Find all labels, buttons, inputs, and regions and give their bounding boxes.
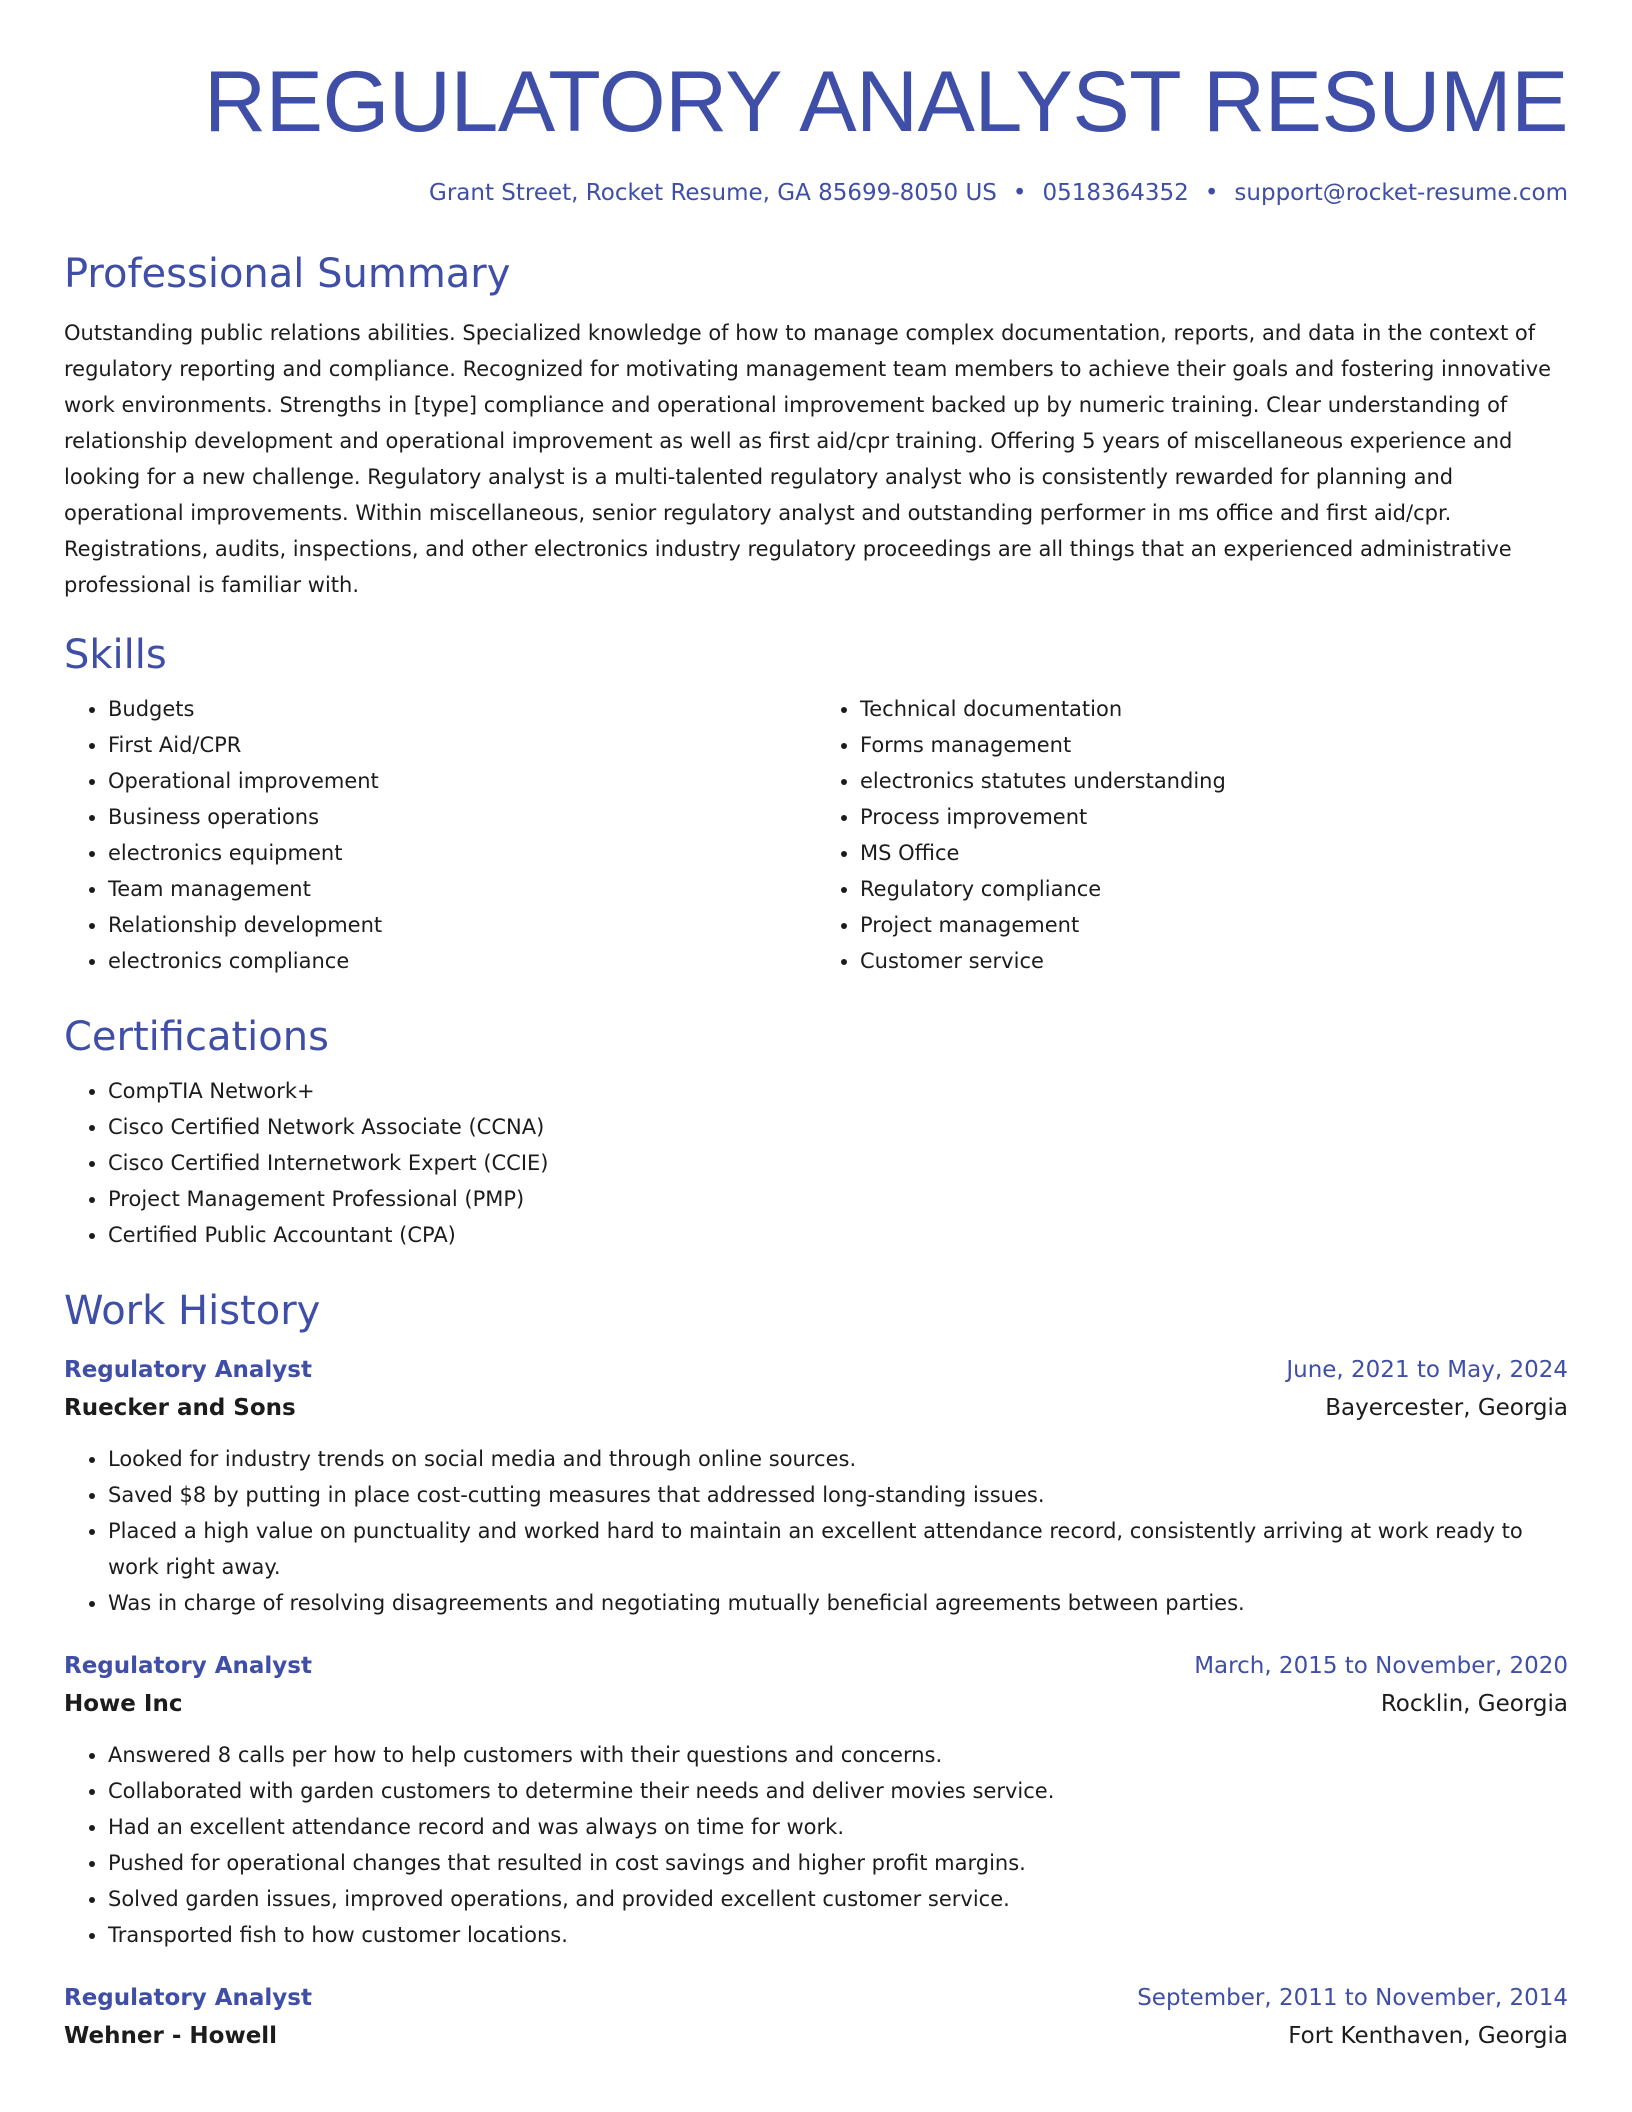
job-company-row [64,2017,1568,2055]
job-title-row [64,1647,1568,1685]
certification-item: • Cisco Certified Network Associate (CCNA) [108,1109,1568,1145]
skill-item: • Operational improvement [108,763,816,799]
phone-number[interactable]: 0518364352 [1042,180,1189,206]
job-bullet: • Was in charge of resolving disagreements and negotiating mutually beneficial agreements between parties. [108,1585,1568,1621]
skills-heading: Skills [64,632,167,678]
job-bullet: • Collaborated with garden customers to determine their needs and deliver movies service. [108,1773,1568,1809]
separator-dot: • [1204,180,1219,206]
job-entry [64,1979,1568,2055]
certification-item: • Project Management Professional (PMP) [108,1181,1568,1217]
job-company: Wehner - Howell [64,2023,278,2049]
summary-heading: Professional Summary [64,251,511,297]
job-title-row [64,1979,1568,2017]
job-bullet: • Solved garden issues, improved operations, and provided excellent customer service. [108,1881,1568,1917]
job-entry [64,1647,1568,1953]
job-bullet: • Saved $8 by putting in place cost-cutting measures that addressed long-standing issues. [108,1477,1568,1513]
skill-item: • electronics equipment [108,835,816,871]
certification-item: • CompTIA Network+ [108,1073,1568,1109]
job-location: Bayercester, Georgia [1325,1395,1568,1421]
certification-item: • Certified Public Accountant (CPA) [108,1217,1568,1253]
skill-item: • Customer service [860,943,1568,979]
job-title: Regulatory Analyst [64,1985,312,2011]
skill-item: • Project management [860,907,1568,943]
job-dates: June, 2021 to May, 2024 [1286,1357,1568,1383]
job-company-row [64,1389,1568,1427]
certifications-list [64,1073,1568,1253]
job-bullets [64,1441,1568,1621]
skill-item: • Business operations [108,799,816,835]
certifications-heading: Certifications [64,1014,329,1060]
job-title: Regulatory Analyst [64,1357,312,1383]
job-entry [64,1351,1568,1621]
job-title-row [64,1351,1568,1389]
skills-list [64,691,1568,979]
skill-item: • Forms management [860,727,1568,763]
skill-item: • Regulatory compliance [860,871,1568,907]
skill-item: • Process improvement [860,799,1568,835]
job-location: Rocklin, Georgia [1380,1691,1568,1717]
job-dates: September, 2011 to November, 2014 [1137,1985,1568,2011]
page-title: REGULATORY ANALYST RESUME [204,54,1568,150]
job-location: Fort Kenthaven, Georgia [1288,2023,1568,2049]
skills-column-right [816,691,1568,979]
job-bullet: • Transported fish to how customer locations. [108,1917,1568,1953]
skill-item: • MS Office [860,835,1568,871]
job-bullet: • Pushed for operational changes that resulted in cost savings and higher profit margins. [108,1845,1568,1881]
job-dates: March, 2015 to November, 2020 [1194,1653,1568,1679]
job-bullet: • Looked for industry trends on social media and through online sources. [108,1441,1568,1477]
contact-line [64,178,1568,208]
separator-dot: • [1012,180,1027,206]
skills-column-left [64,691,816,979]
resume-header [64,0,1568,208]
skill-item: • Budgets [108,691,816,727]
work-history-heading: Work History [64,1288,321,1334]
email-link[interactable]: support@rocket-resume.com [1234,180,1568,206]
skill-item: • Relationship development [108,907,816,943]
job-title: Regulatory Analyst [64,1653,312,1679]
skill-item: • First Aid/CPR [108,727,816,763]
job-bullets [64,1737,1568,1953]
job-company-row [64,1685,1568,1723]
summary-text: Outstanding public relations abilities. Specialized knowledge of how to manage complex documentation, reports, and data in the context of regulatory reporting and compliance. Recognized for motivating management team members to achieve their goals and fostering innovative work environments. Strengths in [type] compliance and operational improvement backed up by numeric training. Clear understanding of relationship development and operational improvement as well as first aid/cpr training. Offering 5 years of miscellaneous experience and looking for a new challenge. Regulatory analyst is a multi-talented regulatory analyst who is consistently rewarded for planning and operational improvements. Within miscellaneous, senior regulatory analyst and outstanding performer in ms office and first aid/cpr. Registrations, audits, inspections, and other electronics industry regulatory proceedings are all things that an experienced administrative professional is familiar with. [64,321,1552,597]
skill-item: • Team management [108,871,816,907]
certification-item: • Cisco Certified Internetwork Expert (CCIE) [108,1145,1568,1181]
skill-item: • Technical documentation [860,691,1568,727]
job-bullet: • Had an excellent attendance record and was always on time for work. [108,1809,1568,1845]
address: Grant Street, Rocket Resume, GA 85699-8050 US [429,180,997,206]
job-bullet: • Placed a high value on punctuality and worked hard to maintain an excellent attendance record, consistently arriving at work ready to work right away. [108,1513,1568,1585]
skill-item: • electronics compliance [108,943,816,979]
job-bullet: • Answered 8 calls per how to help customers with their questions and concerns. [108,1737,1568,1773]
job-company: Ruecker and Sons [64,1395,296,1421]
job-company: Howe Inc [64,1691,183,1717]
skill-item: • electronics statutes understanding [860,763,1568,799]
